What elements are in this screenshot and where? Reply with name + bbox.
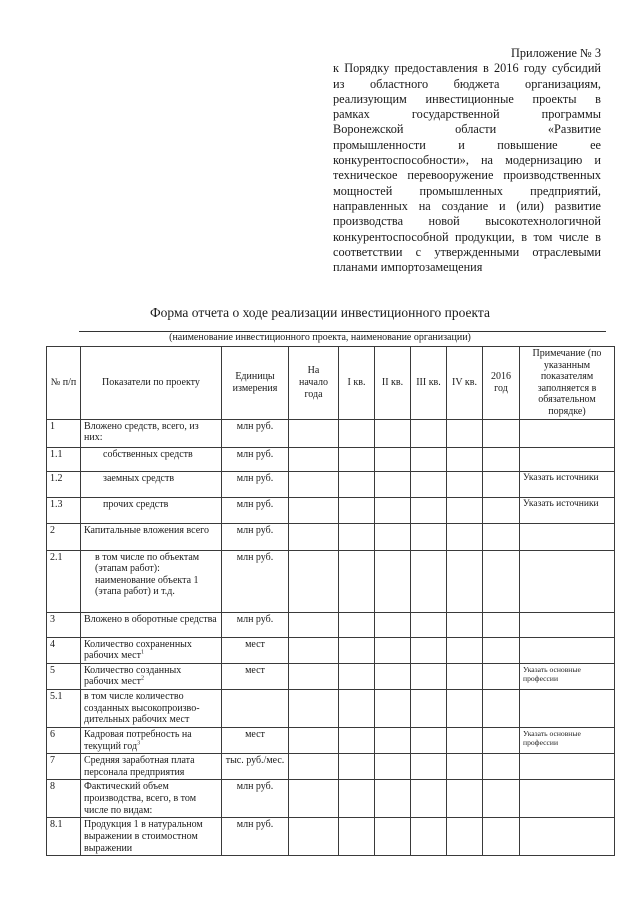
row-num: 7 [47, 754, 81, 780]
table-row [47, 612, 615, 637]
appendix-line: планами импортозамещения [333, 260, 483, 275]
header-indicator: Показатели по проекту [81, 347, 222, 420]
header-q1: I кв. [339, 347, 375, 420]
cell-q4[interactable] [447, 689, 483, 727]
row-indicator: прочих средств [81, 497, 222, 523]
table-row [47, 727, 615, 753]
table-row [47, 471, 615, 497]
cell-year[interactable] [483, 550, 520, 612]
appendix-line: конкурентоспособности», на модернизацию и [333, 153, 601, 168]
row-unit: тыс. руб./мес. [222, 754, 289, 780]
appendix-line: техническое перевооружение производственных [333, 168, 601, 183]
table-row [47, 497, 615, 523]
cell-q1[interactable] [339, 780, 375, 818]
row-num: 1.3 [47, 497, 81, 523]
cell-year[interactable] [483, 754, 520, 780]
row-indicator: Капитальные вложения всего [81, 523, 222, 550]
appendix-line: мощностей промышленных предприятий, [333, 183, 601, 198]
cell-start[interactable] [289, 754, 339, 780]
cell-q2[interactable] [375, 727, 411, 753]
row-indicator: в том числе количество созданных высокопроизво-дительных рабочих мест [81, 689, 222, 727]
row-num: 2.1 [47, 550, 81, 612]
cell-start[interactable] [289, 689, 339, 727]
appendix-line: производства новой высокотехнологичной [333, 214, 601, 229]
table-row [47, 447, 615, 471]
cell-start[interactable] [289, 447, 339, 471]
cell-q1[interactable] [339, 689, 375, 727]
cell-q3[interactable] [411, 663, 447, 689]
cell-q1[interactable] [339, 818, 375, 856]
row-num: 8 [47, 780, 81, 818]
cell-q1[interactable] [339, 419, 375, 447]
table-row [47, 780, 615, 818]
cell-year[interactable] [483, 663, 520, 689]
cell-q3[interactable] [411, 447, 447, 471]
row-note [520, 818, 615, 856]
footnote-mark: 1 [140, 649, 144, 656]
header-q3: III кв. [411, 347, 447, 420]
row-unit: мест [222, 727, 289, 753]
row-unit: млн руб. [222, 612, 289, 637]
cell-q4[interactable] [447, 447, 483, 471]
cell-q4[interactable] [447, 419, 483, 447]
footnote-mark: 2 [140, 676, 144, 683]
cell-start[interactable] [289, 663, 339, 689]
cell-year[interactable] [483, 447, 520, 471]
cell-start[interactable] [289, 727, 339, 753]
cell-q4[interactable] [447, 727, 483, 753]
appendix-line: направленных на создание и (или) развитие [333, 198, 601, 213]
row-num: 8.1 [47, 818, 81, 856]
row-indicator: Вложено в оборотные средства [81, 612, 222, 637]
report-table [46, 346, 615, 856]
row-indicator-text: Кадровая потребность на текущий год [84, 728, 192, 752]
row-indicator: Вложено средств, всего, из них: [81, 419, 222, 447]
row-num: 5.1 [47, 689, 81, 727]
cell-q3[interactable] [411, 780, 447, 818]
row-note [520, 447, 615, 471]
row-indicator [81, 637, 222, 663]
row-indicator: собственных средств [81, 447, 222, 471]
row-note [520, 689, 615, 727]
row-unit: млн руб. [222, 818, 289, 856]
row-indicator: Фактический объем производства, всего, в том числе по видам: [81, 780, 222, 818]
row-num: 4 [47, 637, 81, 663]
cell-q2[interactable] [375, 471, 411, 497]
cell-year[interactable] [483, 523, 520, 550]
cell-q2[interactable] [375, 419, 411, 447]
row-unit: млн руб. [222, 780, 289, 818]
row-num: 3 [47, 612, 81, 637]
cell-q4[interactable] [447, 550, 483, 612]
cell-q1[interactable] [339, 550, 375, 612]
table-row [47, 689, 615, 727]
row-indicator: заемных средств [81, 471, 222, 497]
row-unit: мест [222, 637, 289, 663]
cell-q2[interactable] [375, 818, 411, 856]
cell-year[interactable] [483, 780, 520, 818]
cell-q4[interactable] [447, 780, 483, 818]
row-note: Указать основные профессии [520, 663, 615, 689]
cell-q3[interactable] [411, 612, 447, 637]
cell-year[interactable] [483, 689, 520, 727]
cell-q3[interactable] [411, 550, 447, 612]
cell-year[interactable] [483, 637, 520, 663]
cell-q2[interactable] [375, 754, 411, 780]
cell-q4[interactable] [447, 663, 483, 689]
row-unit: млн руб. [222, 419, 289, 447]
cell-start[interactable] [289, 637, 339, 663]
appendix-line: промышленности и повышение ее [333, 137, 601, 152]
cell-q3[interactable] [411, 637, 447, 663]
cell-q1[interactable] [339, 727, 375, 753]
appendix-line: рамках государственной программы [333, 107, 601, 122]
row-num: 5 [47, 663, 81, 689]
table-row [47, 637, 615, 663]
cell-q2[interactable] [375, 550, 411, 612]
cell-year[interactable] [483, 497, 520, 523]
row-note [520, 780, 615, 818]
table-row [47, 754, 615, 780]
row-indicator [81, 663, 222, 689]
cell-q3[interactable] [411, 419, 447, 447]
row-indicator: в том числе по объектам (этапам работ): наименование объекта 1 (этапа работ) и т.д. [81, 550, 222, 612]
cell-q3[interactable] [411, 689, 447, 727]
appendix-line: конкурентоспособной продукции, в том числе в [333, 229, 601, 244]
row-indicator-text: Количество сохраненных рабочих мест [84, 638, 192, 662]
row-note: Указать источники [520, 471, 615, 497]
cell-q2[interactable] [375, 612, 411, 637]
header-unit: Единицы измерения [222, 347, 289, 420]
cell-year[interactable] [483, 818, 520, 856]
table-row [47, 550, 615, 612]
header-start: На начало года [289, 347, 339, 420]
cell-year[interactable] [483, 612, 520, 637]
appendix-title: Приложение № 3 [510, 46, 601, 60]
table-row [47, 523, 615, 550]
cell-q3[interactable] [411, 471, 447, 497]
header-q2: II кв. [375, 347, 411, 420]
row-note [520, 612, 615, 637]
cell-year[interactable] [483, 471, 520, 497]
cell-q1[interactable] [339, 637, 375, 663]
header-num: № п/п [47, 347, 81, 420]
footnote-mark: 3 [137, 740, 141, 747]
row-unit: млн руб. [222, 447, 289, 471]
cell-start[interactable] [289, 550, 339, 612]
appendix-header [333, 46, 601, 275]
cell-q3[interactable] [411, 754, 447, 780]
row-note [520, 754, 615, 780]
appendix-line: Воронежской области «Развитие [333, 122, 601, 137]
row-note [520, 550, 615, 612]
row-note: Указать источники [520, 497, 615, 523]
cell-q2[interactable] [375, 447, 411, 471]
cell-q1[interactable] [339, 471, 375, 497]
appendix-line: из областного бюджета организациям, [333, 76, 601, 91]
cell-start[interactable] [289, 818, 339, 856]
row-note [520, 637, 615, 663]
row-num: 1 [47, 419, 81, 447]
row-indicator: Продукция 1 в натуральном выражении в стоимостном выражении [81, 818, 222, 856]
header-note: Примечание (по указанным показателям заполняется в обязательном порядке) [520, 347, 615, 420]
cell-start[interactable] [289, 780, 339, 818]
header-year: 2016 год [483, 347, 520, 420]
cell-start[interactable] [289, 419, 339, 447]
cell-q2[interactable] [375, 497, 411, 523]
appendix-line: к Порядку предоставления в 2016 году субсидий [333, 61, 601, 76]
header-q4: IV кв. [447, 347, 483, 420]
cell-start[interactable] [289, 523, 339, 550]
table-header-row [47, 347, 615, 420]
appendix-line: соответствии с утвержденными отраслевыми [333, 244, 601, 259]
row-note: Указать основные профессии [520, 727, 615, 753]
cell-q2[interactable] [375, 780, 411, 818]
row-unit: млн руб. [222, 523, 289, 550]
row-unit: млн руб. [222, 471, 289, 497]
cell-q3[interactable] [411, 523, 447, 550]
cell-q3[interactable] [411, 727, 447, 753]
cell-q3[interactable] [411, 818, 447, 856]
row-num: 6 [47, 727, 81, 753]
cell-q4[interactable] [447, 637, 483, 663]
cell-q4[interactable] [447, 471, 483, 497]
cell-q1[interactable] [339, 612, 375, 637]
project-name-caption: (наименование инвестиционного проекта, наименование организации) [169, 332, 471, 343]
cell-q4[interactable] [447, 497, 483, 523]
cell-start[interactable] [289, 497, 339, 523]
form-title: Форма отчета о ходе реализации инвестиционного проекта [149, 305, 490, 320]
cell-q3[interactable] [411, 497, 447, 523]
cell-q1[interactable] [339, 523, 375, 550]
row-num: 2 [47, 523, 81, 550]
cell-q1[interactable] [339, 754, 375, 780]
appendix-line: реализующим инвестиционные проекты в [333, 91, 601, 106]
cell-q4[interactable] [447, 818, 483, 856]
cell-q4[interactable] [447, 523, 483, 550]
cell-year[interactable] [483, 727, 520, 753]
row-indicator [81, 727, 222, 753]
row-note [520, 419, 615, 447]
cell-year[interactable] [483, 419, 520, 447]
cell-start[interactable] [289, 612, 339, 637]
row-num: 1.2 [47, 471, 81, 497]
table-row [47, 818, 615, 856]
cell-q4[interactable] [447, 612, 483, 637]
row-unit [222, 689, 289, 727]
row-unit: млн руб. [222, 497, 289, 523]
table-row [47, 663, 615, 689]
cell-q1[interactable] [339, 447, 375, 471]
row-unit: мест [222, 663, 289, 689]
row-unit: млн руб. [222, 550, 289, 612]
row-note [520, 523, 615, 550]
table-row [47, 419, 615, 447]
cell-q2[interactable] [375, 689, 411, 727]
cell-q2[interactable] [375, 523, 411, 550]
cell-q1[interactable] [339, 497, 375, 523]
cell-q2[interactable] [375, 663, 411, 689]
row-num: 1.1 [47, 447, 81, 471]
cell-q4[interactable] [447, 754, 483, 780]
cell-start[interactable] [289, 471, 339, 497]
row-indicator-text: Количество созданных рабочих мест [84, 664, 182, 688]
row-indicator: Средняя заработная плата персонала предприятия [81, 754, 222, 780]
cell-q1[interactable] [339, 663, 375, 689]
cell-q2[interactable] [375, 637, 411, 663]
